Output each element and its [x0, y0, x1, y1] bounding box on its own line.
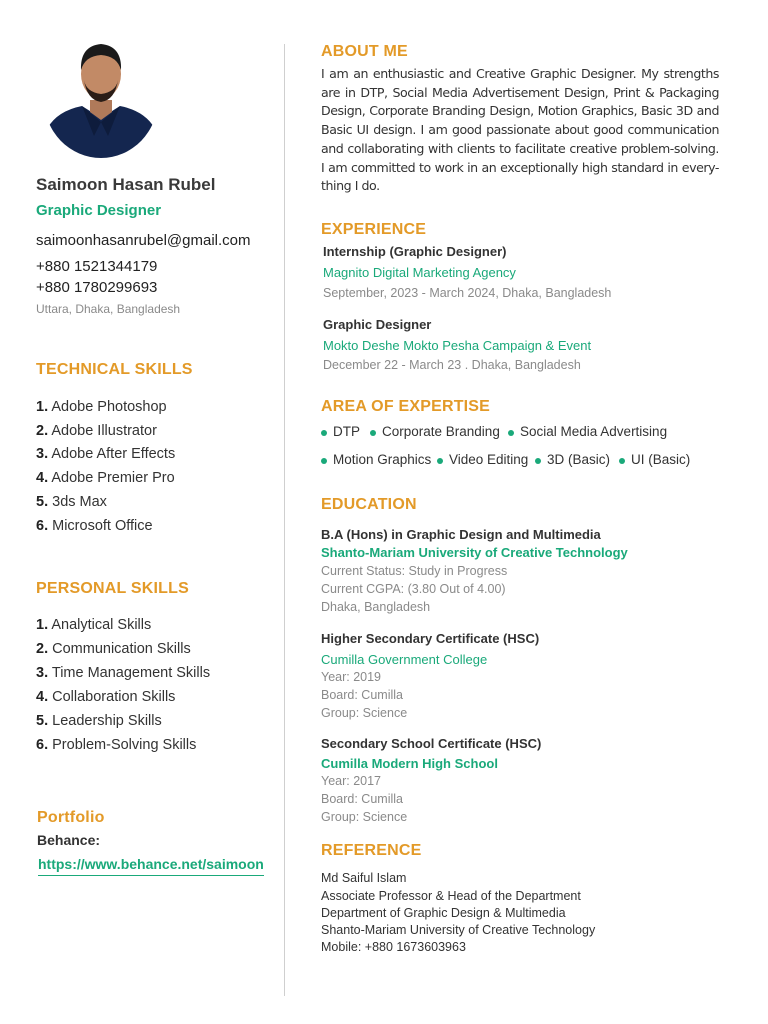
behance-label: Behance:	[37, 832, 101, 848]
column-divider	[284, 44, 285, 996]
education-detail: Year: 2019	[321, 670, 382, 684]
education-detail: Current Status: Study in Progress	[321, 564, 508, 578]
portfolio-heading: Portfolio	[37, 809, 105, 826]
education-detail: Dhaka, Bangladesh	[321, 600, 431, 614]
education-detail: Group: Science	[321, 810, 408, 824]
reference-line: Md Saiful Islam	[321, 871, 407, 885]
expertise-item: Social Media Advertising	[508, 424, 667, 439]
list-item: 6. Problem-Solving Skills	[36, 737, 197, 753]
education-detail: Year: 2017	[321, 774, 382, 788]
education-detail: Board: Cumilla	[321, 792, 403, 806]
expertise-item: UI (Basic)	[619, 452, 690, 467]
degree-title: Secondary School Certificate (HSC)	[321, 736, 542, 751]
reference-line: Department of Graphic Design & Multimedia	[321, 906, 566, 920]
bullet-dot-icon	[370, 430, 376, 436]
expertise-item: Motion Graphics	[321, 452, 431, 467]
expertise-heading: AREA OF EXPERTISE	[321, 398, 491, 415]
job-title: Internship (Graphic Designer)	[323, 244, 507, 259]
expertise-item: Video Editing	[437, 452, 528, 467]
reference-line: Shanto-Mariam University of Creative Technology	[321, 923, 596, 937]
technical-skills-heading: TECHNICAL SKILLS	[36, 361, 193, 378]
degree-title: Higher Secondary Certificate (HSC)	[321, 631, 540, 646]
expertise-item: 3D (Basic)	[535, 452, 610, 467]
list-item: 4. Collaboration Skills	[36, 689, 176, 705]
reference-line: Mobile: +880 1673603963	[321, 940, 466, 954]
reference-heading: REFERENCE	[321, 842, 422, 859]
list-item: 1. Analytical Skills	[36, 617, 152, 633]
list-item: 5. Leadership Skills	[36, 713, 162, 729]
email-text[interactable]: saimoonhasanrubel@gmail.com	[36, 232, 251, 249]
job-meta: September, 2023 - March 2024, Dhaka, Bangladesh	[323, 286, 612, 300]
expertise-item: DTP	[321, 424, 360, 439]
about-text: I am an enthusiastic and Creative Graphic Designer. My strengths are in DTP, Social Media Advertisement Design, Print & Packaging Design, Corporate Branding Design, Motion Graphics, Basic 3D and Basic UI design. I am good passionate about good communication and collaborating with clients to facilitate creative problem-solving. I am committed to work in an exceptionally high standard in every-thing I do.	[321, 66, 719, 194]
reference-line: Associate Professor & Head of the Department	[321, 889, 581, 903]
bullet-dot-icon	[321, 430, 327, 436]
personal-skills-heading: PERSONAL SKILLS	[36, 580, 189, 597]
degree-title: B.A (Hons) in Graphic Design and Multimedia	[321, 527, 601, 542]
list-item: 2. Communication Skills	[36, 641, 191, 657]
profile-name: Saimoon Hasan Rubel	[36, 175, 216, 194]
list-item: 3. Time Management Skills	[36, 665, 211, 681]
job-title: Graphic Designer	[323, 317, 432, 332]
list-item: 2. Adobe Illustrator	[36, 423, 157, 439]
profile-title: Graphic Designer	[36, 202, 162, 219]
bullet-dot-icon	[321, 458, 327, 464]
profile-photo-illustration	[44, 40, 158, 158]
expertise-item: Corporate Branding	[370, 424, 500, 439]
profile-photo	[44, 40, 158, 158]
experience-heading: EXPERIENCE	[321, 221, 427, 238]
school-name: Cumilla Government College	[321, 652, 488, 667]
list-item: 3. Adobe After Effects	[36, 446, 176, 462]
job-meta: December 22 - March 23 . Dhaka, Bangladesh	[323, 358, 581, 372]
bullet-dot-icon	[508, 430, 514, 436]
job-company: Magnito Digital Marketing Agency	[323, 265, 516, 280]
list-item: 5. 3ds Max	[36, 494, 107, 510]
phone-primary: +880 1521344179	[36, 258, 158, 275]
education-heading: EDUCATION	[321, 496, 417, 513]
bullet-dot-icon	[535, 458, 541, 464]
school-name: Cumilla Modern High School	[321, 756, 498, 771]
bullet-dot-icon	[619, 458, 625, 464]
behance-link[interactable]: https://www.behance.net/saimoon	[38, 856, 264, 876]
list-item: 1. Adobe Photoshop	[36, 399, 167, 415]
school-name: Shanto-Mariam University of Creative Technology	[321, 545, 628, 560]
job-company: Mokto Deshe Mokto Pesha Campaign & Event	[323, 338, 592, 353]
about-heading: ABOUT ME	[321, 43, 408, 60]
phone-secondary: +880 1780299693	[36, 279, 158, 296]
education-detail: Board: Cumilla	[321, 688, 403, 702]
education-detail: Group: Science	[321, 706, 408, 720]
bullet-dot-icon	[437, 458, 443, 464]
address-text: Uttara, Dhaka, Bangladesh	[36, 302, 181, 316]
list-item: 4. Adobe Premier Pro	[36, 470, 175, 486]
education-detail: Current CGPA: (3.80 Out of 4.00)	[321, 582, 506, 596]
list-item: 6. Microsoft Office	[36, 518, 153, 534]
